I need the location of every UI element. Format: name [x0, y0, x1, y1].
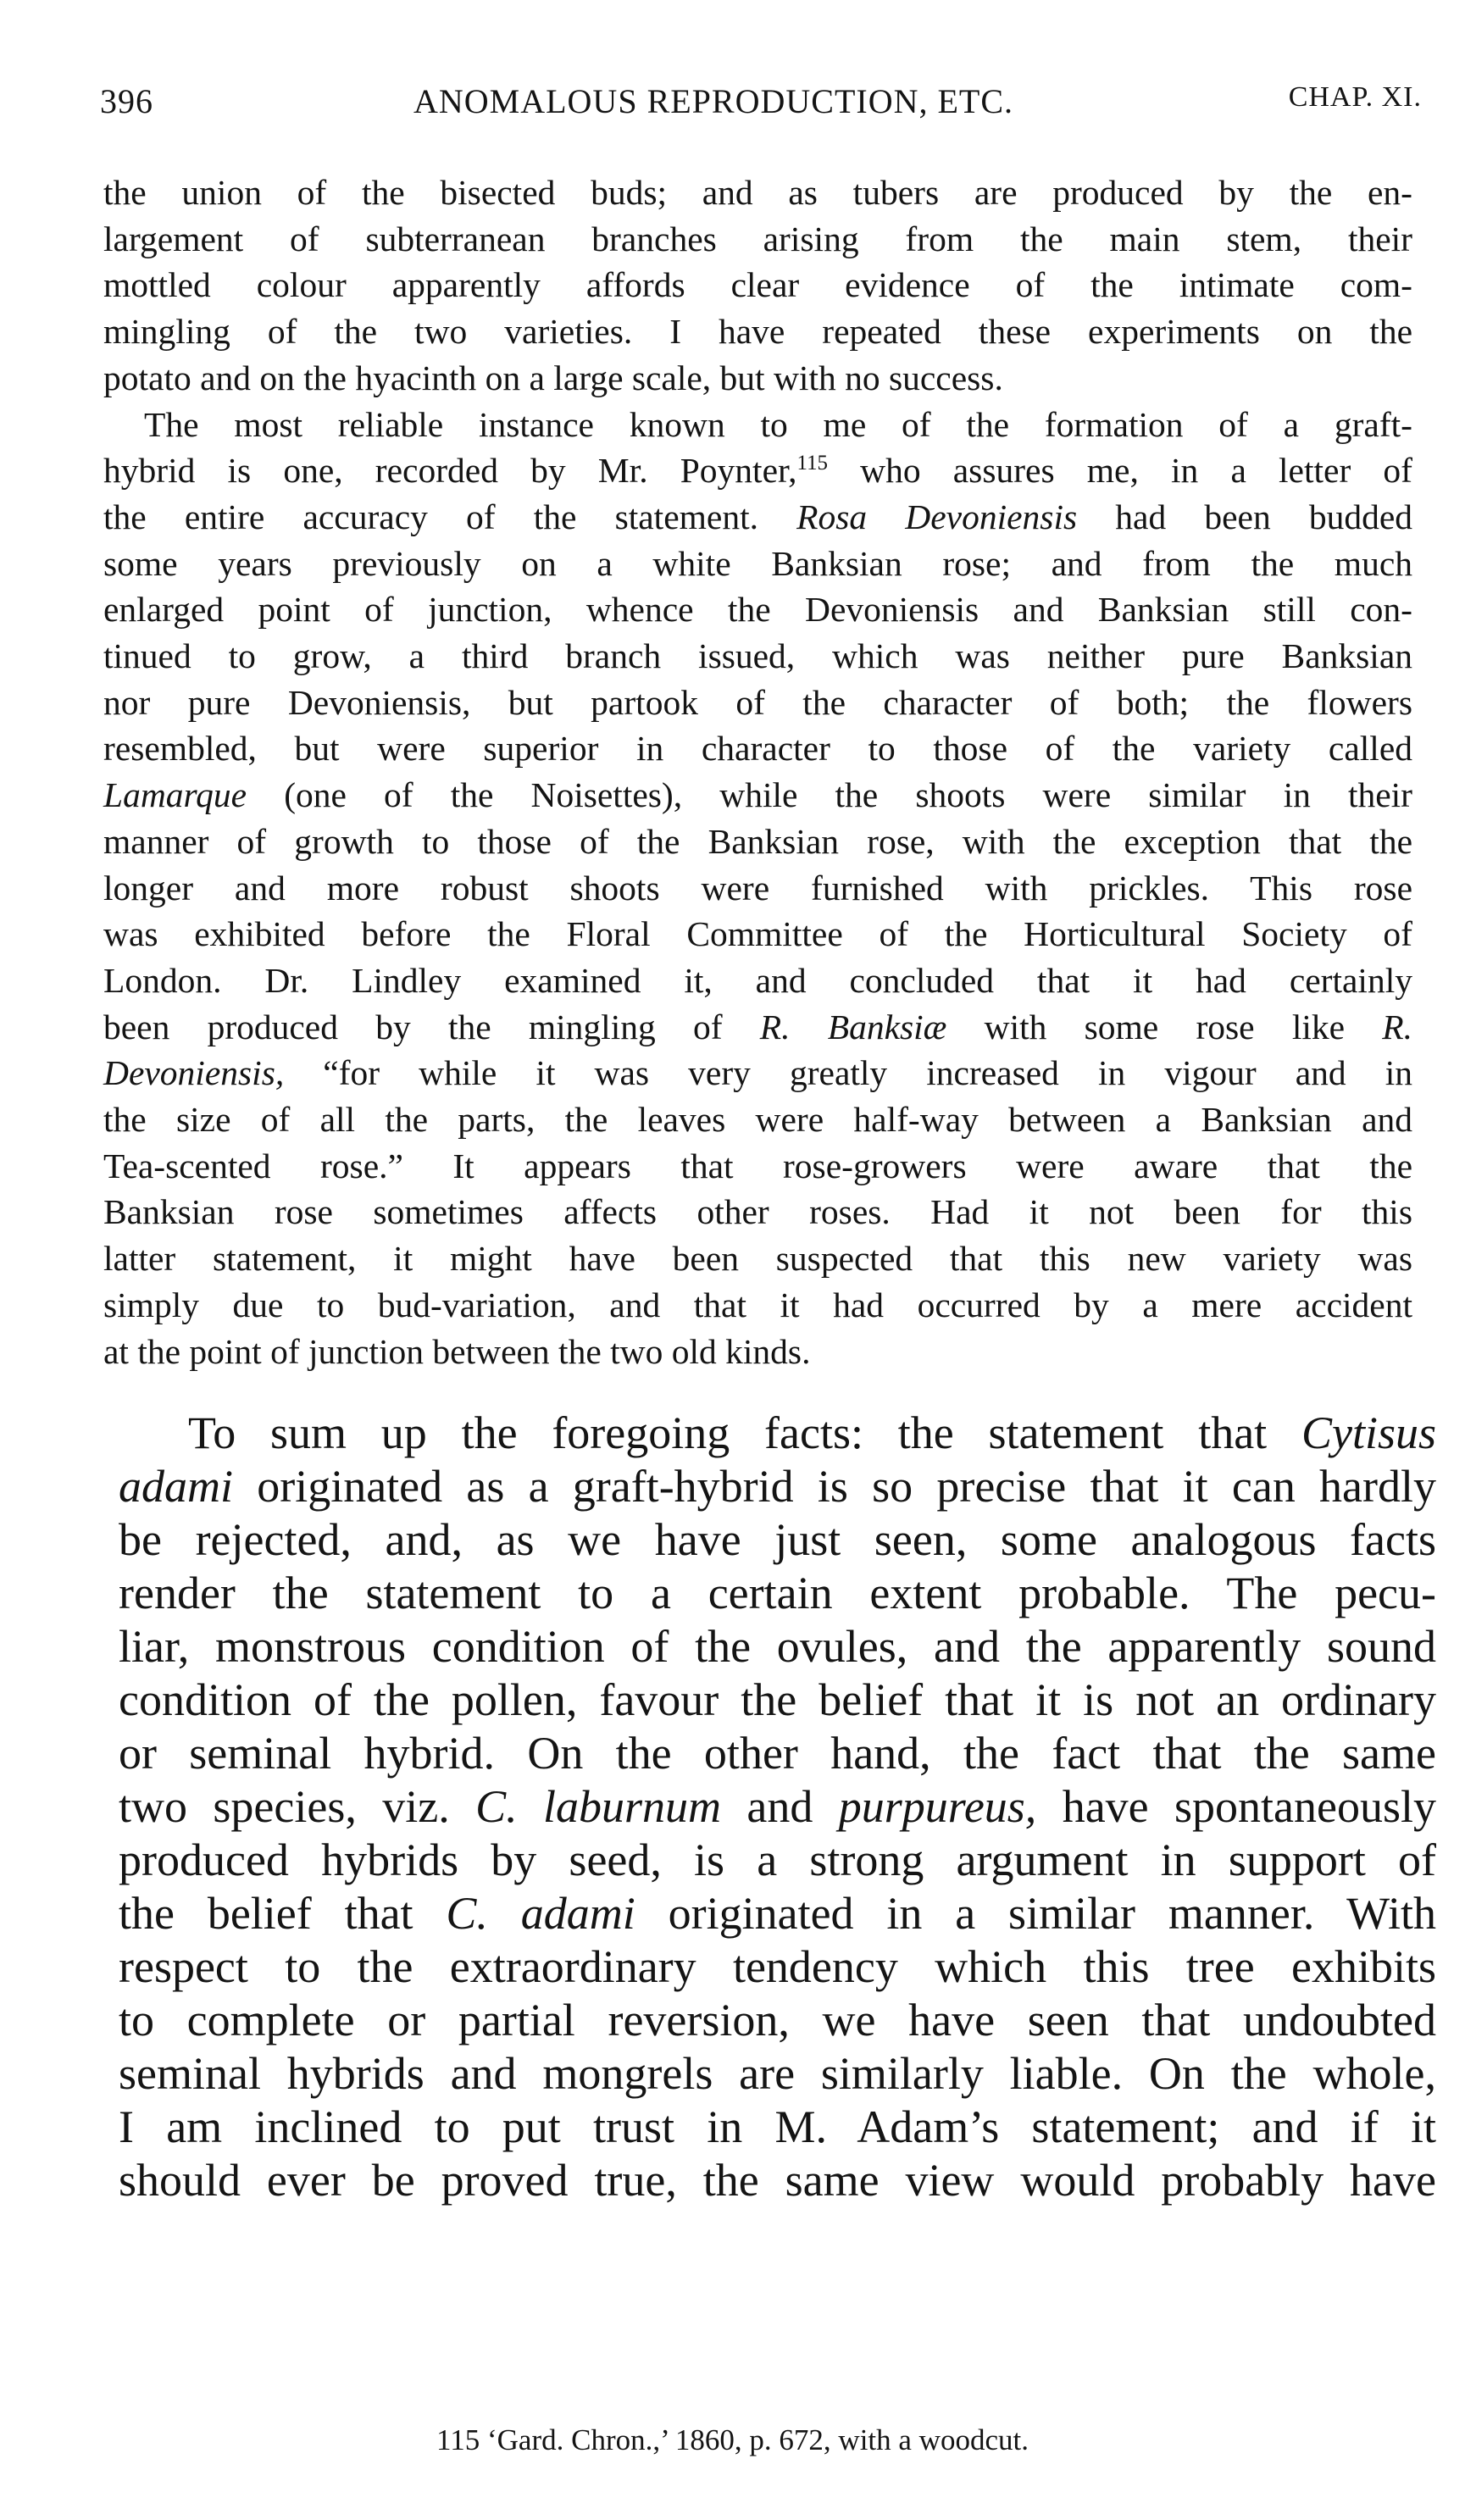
species-name: Devoniensis, — [103, 1053, 285, 1093]
text-line: be rejected, and, as we have just seen, some analogous facts — [119, 1514, 1436, 1565]
footnote — [0, 2422, 1465, 2459]
variety-name: Lamarque — [103, 775, 247, 815]
text-run: two species, viz. — [119, 1781, 476, 1832]
species-name: C. laburnum — [475, 1781, 722, 1832]
text-line — [119, 1407, 1436, 1460]
page-header — [100, 81, 1422, 132]
text-line: was exhibited before the Floral Committee of the Horticultural Society of — [103, 914, 1412, 954]
text-run: the belief that — [119, 1888, 447, 1939]
text-run: originated as a graft-hybrid is so precise that it can hardly — [233, 1461, 1436, 1512]
running-title: ANOMALOUS REPRODUCTION, ETC. — [413, 82, 1014, 120]
paragraph-rosa-devoniensis — [103, 402, 1412, 1375]
text-line: the union of the bisected buds; and as tubers are produced by the en- — [103, 173, 1412, 212]
text-line: should ever be proved true, the same view would probably have — [119, 2155, 1436, 2206]
text-line: latter statement, it might have been suspected that this new variety was — [103, 1239, 1412, 1279]
text-line: potato and on the hyacinth on a large scale, but with no success. — [103, 358, 1003, 397]
text-line: seminal hybrids and mongrels are similarly liable. On the whole, — [119, 2048, 1436, 2099]
text-run: been produced by the mingling of — [103, 1007, 760, 1046]
species-name: C. adami — [446, 1888, 635, 1939]
text-run: hybrid is one, recorded by Mr. Poynter, — [103, 451, 797, 491]
text-line: enlarged point of junction, whence the Devoniensis and Banksian still con- — [103, 590, 1412, 630]
text-line: nor pure Devoniensis, but partook of the character of both; the flowers — [103, 682, 1412, 722]
text-line: Tea-scented rose.” It appears that rose-growers were aware that the — [103, 1146, 1412, 1185]
text-line — [119, 1460, 1436, 1513]
text-line: The most reliable instance known to me of the formation of a graft- — [144, 404, 1412, 444]
text-line: to complete or partial reversion, we have seen that undoubted — [119, 1995, 1436, 2045]
paragraph-potato-hyacinth — [103, 169, 1412, 402]
text-line — [119, 1780, 1436, 1834]
paragraph-summary — [119, 1407, 1436, 2207]
species-name: Rosa Devoniensis — [796, 497, 1078, 536]
text-line: resembled, but were superior in character to those of the variety called — [103, 729, 1412, 769]
text-line: mottled colour apparently affords clear evidence of the intimate com- — [103, 265, 1412, 305]
text-line: largement of subterranean branches arising from the main stem, their — [103, 219, 1412, 258]
text-run: To sum up the foregoing facts: the statement that — [188, 1407, 1301, 1458]
text-line: or seminal hybrid. On the other hand, the fact that the same — [119, 1728, 1436, 1779]
text-run: and — [721, 1781, 839, 1832]
species-name: Cytisus — [1301, 1407, 1436, 1458]
text-line — [103, 1050, 1412, 1096]
text-run: had been budded — [1077, 497, 1413, 536]
text-line: longer and more robust shoots were furnished with prickles. This rose — [103, 868, 1412, 908]
text-run: who assures me, in a letter of — [827, 451, 1412, 491]
text-run: (one of the Noisettes), while the shoots were similar in their — [247, 775, 1412, 815]
footnote-number: 115 — [436, 2423, 480, 2456]
text-line: Banksian rose sometimes affects other roses. Had it not been for this — [103, 1192, 1412, 1232]
footnote-reference: 115 — [796, 452, 828, 475]
species-name: R. — [1382, 1007, 1413, 1046]
text-line: tinued to grow, a third branch issued, which was neither pure Banksian — [103, 636, 1412, 676]
text-run: the entire accuracy of the statement. — [103, 497, 797, 536]
text-line — [103, 494, 1412, 541]
text-line: some years previously on a white Banksian rose; and from the much — [103, 543, 1412, 583]
text-run: have spontaneously — [1036, 1781, 1437, 1832]
text-line: the size of all the parts, the leaves were half-way between a Banksian and — [103, 1100, 1412, 1140]
text-run: originated in a similar manner. With — [635, 1888, 1436, 1939]
species-name: purpureus, — [838, 1781, 1037, 1832]
text-line: liar, monstrous condition of the ovules, and the apparently sound — [119, 1621, 1436, 1672]
text-line: manner of growth to those of the Banksian rose, with the exception that the — [103, 821, 1412, 861]
text-line: London. Dr. Lindley examined it, and concluded that it had certainly — [103, 960, 1412, 1000]
footnote-text: ‘Gard. Chron.,’ 1860, p. 672, with a woodcut. — [480, 2423, 1029, 2456]
text-line — [119, 1887, 1436, 1940]
text-line — [103, 1004, 1412, 1051]
text-line — [103, 447, 1412, 494]
text-line: mingling of the two varieties. I have repeated these experiments on the — [103, 312, 1412, 352]
text-run: “for while it was very greatly increased in vigour and in — [284, 1053, 1412, 1093]
chapter-label: CHAP. XI. — [1288, 81, 1422, 113]
text-line: render the statement to a certain extent probable. The pecu- — [119, 1568, 1436, 1618]
text-line: simply due to bud-variation, and that it had occurred by a mere accident — [103, 1285, 1412, 1324]
text-line: at the point of junction between the two old kinds. — [103, 1331, 811, 1371]
species-name: adami — [119, 1461, 233, 1512]
page-number: 396 — [100, 82, 153, 120]
text-line: condition of the pollen, favour the belief that it is not an ordinary — [119, 1674, 1436, 1725]
text-run: with some rose like — [946, 1007, 1383, 1046]
text-line: produced hybrids by seed, is a strong argument in support of — [119, 1834, 1436, 1885]
text-line — [103, 772, 1412, 819]
text-line: I am inclined to put trust in M. Adam’s statement; and if it — [119, 2101, 1436, 2152]
small-type-block — [103, 169, 1412, 1374]
species-name: R. Banksiæ — [759, 1007, 947, 1046]
text-line: respect to the extraordinary tendency which this tree exhibits — [119, 1941, 1436, 1992]
